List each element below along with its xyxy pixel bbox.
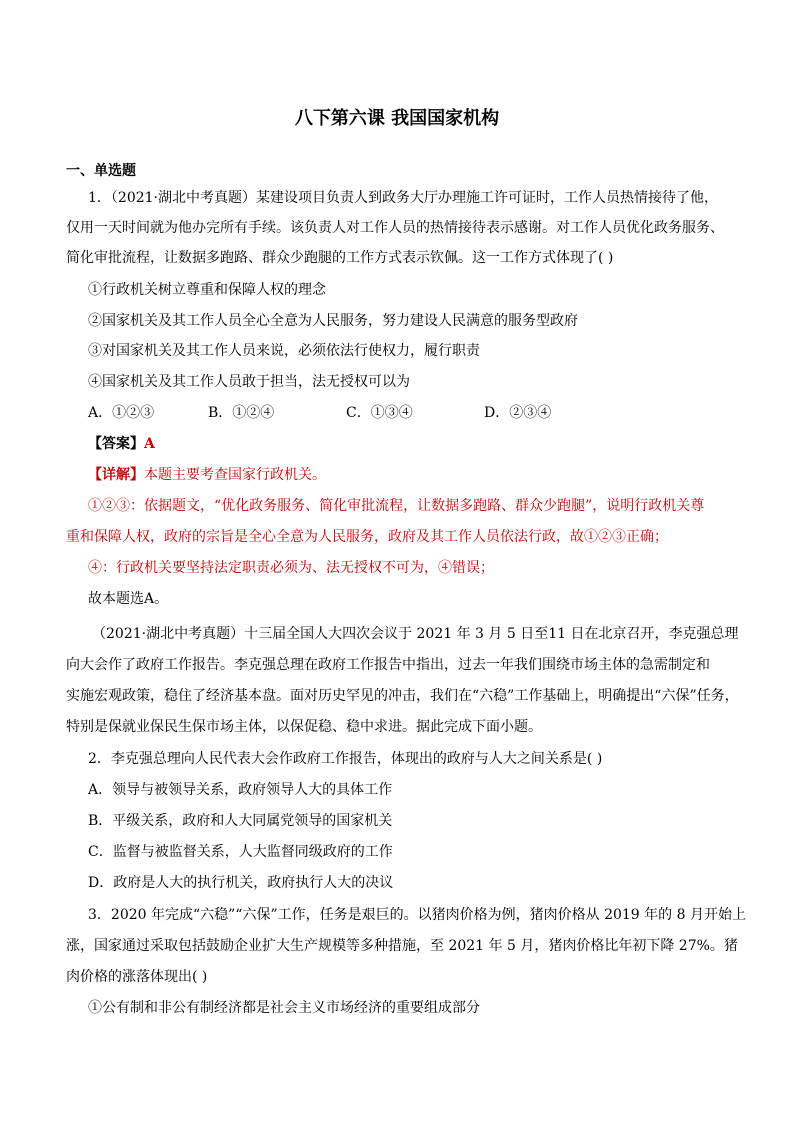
q1-explain1-line1: ①②③：依据题文，“优化政务服务、简化审批流程，让数据多跑路、群众少跑腿”，说明行政机关尊	[88, 498, 705, 514]
detail-text: 本题主要考查国家行政机关。	[144, 467, 326, 483]
q1-stem-line2: 仅用一天时间就为他办完所有手续。该负责人对工作人员的热情接待表示感谢。对工作人员优化政务服务、	[66, 220, 724, 236]
page-title: 八下第六课 我国国家机构	[294, 108, 500, 129]
q1-conclusion: 故本题选A。	[88, 591, 169, 607]
section-heading: 一、单选题	[66, 163, 136, 179]
q1-item-2: ②国家机关及其工作人员全心全意为人民服务，努力建设人民满意的服务型政府	[88, 313, 578, 329]
q1-stem-line1: 1．（2021·湖北中考真题）某建设项目负责人到政务大厅办理施工许可证时，工作人员热情接待了他，	[88, 190, 718, 206]
passage-line4: 特别是保就业保民生保市场主体，以保促稳、稳中求进。据此完成下面小题。	[66, 719, 542, 735]
q1-item-1: ①行政机关树立尊重和保障人权的理念	[88, 282, 326, 298]
passage-line1: （2021·湖北中考真题）十三届全国人大四次会议于 2021 年 3 月 5 日至11 日在北京召开，李克强总理	[92, 626, 739, 642]
q1-option-c: C．①③④	[346, 405, 413, 421]
answer-label: 【答案】	[88, 436, 144, 452]
q3-stem-line1: 3．2020 年完成“六稳”“六保”工作，任务是艰巨的。以猪肉价格为例，猪肉价格从 2019 年的 8 月开始上	[88, 907, 746, 923]
q1-item-4: ④国家机关及其工作人员敢于担当，法无授权可以为	[88, 374, 410, 390]
q1-stem-line3: 简化审批流程，让数据多跑路、群众少跑腿的工作方式表示钦佩。这一工作方式体现了( )	[66, 250, 614, 266]
q2-stem: 2．李克强总理向人民代表大会作政府工作报告，体现出的政府与人大之间关系是( )	[88, 751, 603, 767]
q1-explain2: ④：行政机关要坚持法定职责必须为、法无授权不可为，④错误；	[88, 560, 494, 576]
q1-explain1-line2: 重和保障人权，政府的宗旨是全心全意为人民服务，政府及其工作人员依法行政，故①②③正确；	[66, 529, 668, 545]
passage-line3: 实施宏观政策，稳住了经济基本盘。面对历史罕见的冲击，我们在“六稳”工作基础上，明确提出“六保”任务，	[66, 688, 739, 704]
q2-option-b: B．平级关系，政府和人大同属党领导的国家机关	[88, 813, 393, 829]
q3-item-1: ①公有制和非公有制经济都是社会主义市场经济的重要组成部分	[88, 1000, 480, 1016]
q1-detail	[88, 466, 326, 484]
q1-option-b: B．①②④	[208, 405, 275, 421]
q2-option-d: D．政府是人大的执行机关，政府执行人大的决议	[88, 875, 394, 891]
q1-option-d: D．②③④	[484, 405, 552, 421]
q2-option-c: C．监督与被监督关系，人大监督同级政府的工作	[88, 844, 393, 860]
detail-label: 【详解】	[88, 467, 144, 483]
q2-option-a: A．领导与被领导关系，政府领导人大的具体工作	[88, 782, 393, 798]
q1-option-a: A．①②③	[88, 405, 155, 421]
q3-stem-line2: 涨，国家通过采取包括鼓励企业扩大生产规模等多种措施，至 2021 年 5 月，猪肉价格比年初下降 27%。猪	[66, 938, 738, 954]
q3-stem-line3: 肉价格的涨落体现出( )	[66, 969, 208, 985]
q1-item-3: ③对国家机关及其工作人员来说，必须依法行使权力，履行职责	[88, 343, 480, 359]
q1-answer	[88, 435, 155, 453]
passage-line2: 向大会作了政府工作报告。李克强总理在政府工作报告中指出，过去一年我们围绕市场主体的急需制定和	[66, 657, 710, 673]
answer-value: A	[144, 436, 155, 452]
